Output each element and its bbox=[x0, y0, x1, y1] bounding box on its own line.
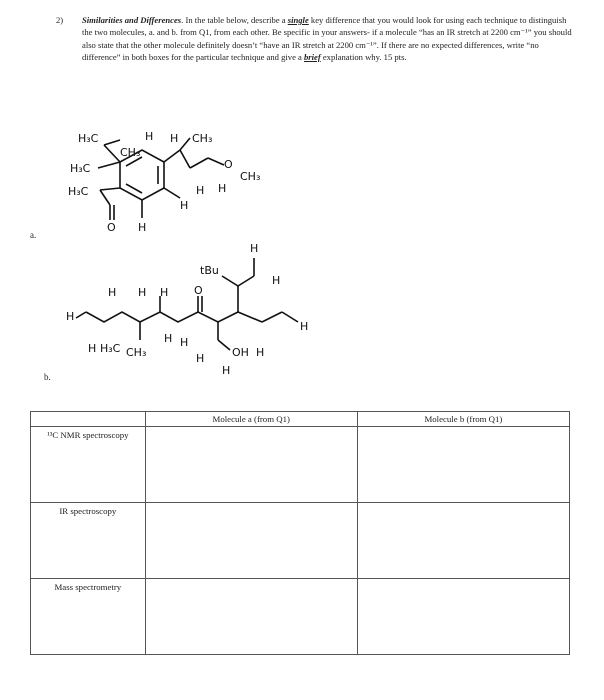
molecule-b-atom-h-chain-2: H bbox=[138, 286, 147, 299]
molecule-a-atom-o-carbonyl: O bbox=[107, 221, 116, 234]
answer-cell-c13-nmr-a[interactable] bbox=[145, 427, 357, 503]
molecule-b-atom-h-oh-2: H bbox=[222, 364, 231, 377]
molecule-b-atom-h-left: H bbox=[66, 310, 75, 323]
molecule-a-atom-ch3-top: CH₃ bbox=[192, 132, 213, 145]
molecule-b-atom-h-right: H bbox=[300, 320, 309, 333]
molecule-a-atom-h-ring-bottom: H bbox=[138, 221, 147, 234]
molecule-a-atom-h-side-1: H bbox=[196, 184, 205, 197]
header-molecule-b: Molecule b (from Q1) bbox=[357, 412, 569, 427]
header-molecule-a: Molecule a (from Q1) bbox=[145, 412, 357, 427]
molecule-b-atom-tbu: tBu bbox=[200, 264, 219, 277]
molecule-b-atom-h-oh-3: H bbox=[256, 346, 265, 359]
row-label-ir: IR spectroscopy bbox=[31, 503, 146, 579]
molecule-b-atom-h-low-2: H bbox=[164, 332, 173, 345]
table-corner-cell bbox=[31, 412, 146, 427]
molecule-a-atom-h3c-top: H₃C bbox=[78, 132, 99, 145]
answer-cell-c13-nmr-b[interactable] bbox=[357, 427, 569, 503]
molecule-b-atom-h-chain-3: H bbox=[160, 286, 169, 299]
answer-cell-ir-b[interactable] bbox=[357, 503, 569, 579]
molecule-a-atom-h-top-1: H bbox=[145, 130, 154, 143]
molecule-b-atom-h-right-top: H bbox=[272, 274, 281, 287]
answer-cell-ir-a[interactable] bbox=[145, 503, 357, 579]
row-label-c13-nmr: ¹³C NMR spectroscopy bbox=[31, 427, 146, 503]
question-text-3: explanation why. 15 pts. bbox=[320, 52, 407, 63]
molecule-a-atom-h3c-low: H₃C bbox=[68, 185, 89, 198]
comparison-table bbox=[30, 411, 570, 655]
molecule-a-label: a. bbox=[30, 230, 37, 240]
molecule-b-atom-h-oh-1: H bbox=[196, 352, 205, 365]
molecule-a-atom-ch3-ether: CH₃ bbox=[240, 170, 261, 183]
molecule-b-atom-h-top: H bbox=[250, 242, 259, 255]
molecule-b-label: b. bbox=[44, 372, 51, 382]
table-header-row bbox=[31, 412, 570, 427]
molecule-a-structure bbox=[68, 130, 260, 234]
molecule-b-atom-h-low-3: H bbox=[180, 336, 189, 349]
question-title: Similarities and Differences bbox=[82, 15, 182, 25]
molecule-a-atom-h-top-2: H bbox=[170, 132, 179, 145]
keyword-single: single bbox=[287, 15, 309, 25]
molecule-b-atom-ch3: CH₃ bbox=[126, 346, 147, 359]
molecule-b-structure bbox=[66, 242, 308, 377]
molecule-b-atom-h-low-1: H bbox=[88, 342, 97, 355]
molecule-a-atom-h3c-mid: H₃C bbox=[70, 162, 91, 175]
table-row bbox=[31, 579, 570, 655]
question-text-2: key difference that you would look for using each technique to distinguish the two molecules, a. and b. from Q1, from each other. Be specific in your answers- if a molecule “has an IR stretch at 2200 cm⁻¹” you should also state that the other molecule definitely doesn’t “have an IR stretch at 2200 cm⁻¹”. If there are no expected differences, write “no difference” in both boxes for the particular technique and give a bbox=[82, 15, 572, 63]
molecule-a-atom-h-side-2: H bbox=[218, 182, 227, 195]
table-row bbox=[31, 427, 570, 503]
question-number: 2) bbox=[56, 15, 64, 25]
answer-cell-mass-spec-b[interactable] bbox=[357, 579, 569, 655]
molecule-b-atom-oh: OH bbox=[232, 346, 249, 359]
molecule-a-atom-ch3-ring: CH₃ bbox=[120, 146, 141, 159]
table-row bbox=[31, 503, 570, 579]
question-text-1: . In the table below, describe a bbox=[181, 15, 288, 25]
keyword-brief: brief bbox=[304, 52, 321, 63]
answer-cell-mass-spec-a[interactable] bbox=[145, 579, 357, 655]
molecule-b-atom-h-chain-1: H bbox=[108, 286, 117, 299]
molecule-a-atom-o-ether: O bbox=[224, 158, 233, 171]
molecule-b-atom-h3c: H₃C bbox=[100, 342, 121, 355]
molecule-a-atom-h-ring-right: H bbox=[180, 199, 189, 212]
row-label-mass-spec: Mass spectrometry bbox=[31, 579, 146, 655]
molecule-b-atom-o-carbonyl: O bbox=[194, 284, 203, 297]
